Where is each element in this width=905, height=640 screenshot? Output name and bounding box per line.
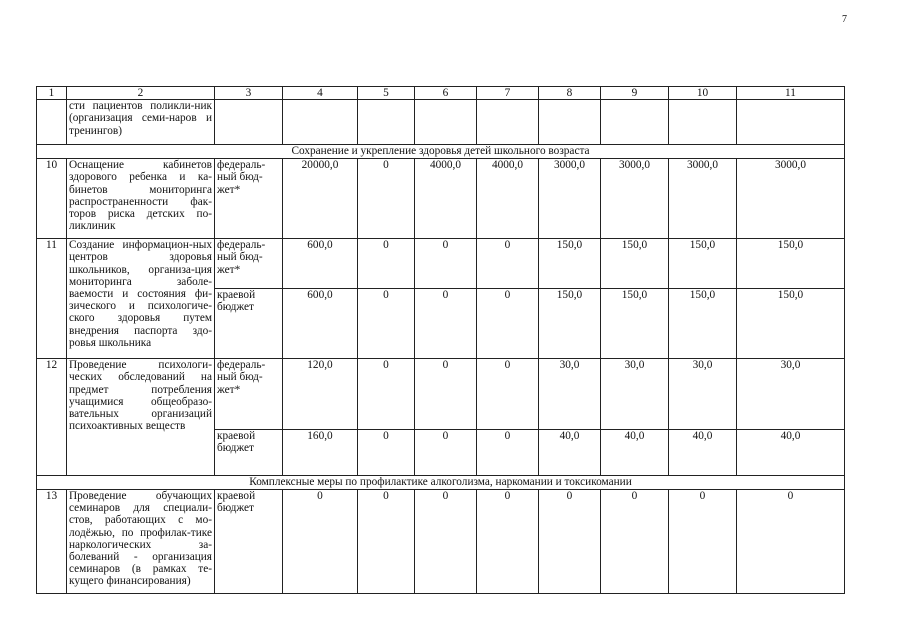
amount-total: 600,0 (283, 239, 358, 289)
section-heading-row (37, 145, 845, 159)
measure-name: Создание информацион-ных центров здоровья школьников, организа-ция мониторинга заболе-ваемости и состояния фи-зического и психологиче-ского здоровья путем внедрения паспорта здо-ровья школьника (67, 239, 215, 359)
amount-year: 3000,0 (539, 159, 601, 239)
amount-year: 0 (477, 289, 539, 359)
amount-year: 150,0 (737, 239, 845, 289)
section-heading: Комплексные меры по профилактике алкоголизма, наркомании и токсикомании (37, 476, 845, 490)
amount-year: 150,0 (601, 289, 669, 359)
column-number: 2 (67, 87, 215, 100)
amount-year: 40,0 (539, 430, 601, 476)
column-number: 9 (601, 87, 669, 100)
amount-year: 4000,0 (477, 159, 539, 239)
funding-source: федераль-ный бюд-жет* (215, 239, 283, 289)
amount-total: 20000,0 (283, 159, 358, 239)
measure-name: Оснащение кабинетов здорового ребенка и ка-бинетов мониторинга распространенности фак-торов риска детских по-ликлиник (67, 159, 215, 239)
amount-year: 0 (358, 239, 415, 289)
amount-year: 150,0 (737, 289, 845, 359)
measure-name: Проведение обучающих семинаров для специали-стов, работающих с мо-лодёжью, по профилак-тике наркологических за-болеваний - организация семинаров (в рамках те-кущего финансирования) (67, 490, 215, 594)
table-row (37, 159, 845, 239)
amount-year: 3000,0 (669, 159, 737, 239)
amount-year: 30,0 (601, 359, 669, 430)
amount-year: 30,0 (539, 359, 601, 430)
carry-over-text: сти пациентов поликли-ник (организация семи-наров и тренингов) (67, 100, 215, 145)
column-number: 4 (283, 87, 358, 100)
column-number: 8 (539, 87, 601, 100)
column-number: 10 (669, 87, 737, 100)
column-number-row (37, 87, 845, 100)
amount-year: 0 (358, 430, 415, 476)
amount-year: 4000,0 (415, 159, 477, 239)
amount-total: 160,0 (283, 430, 358, 476)
column-number: 5 (358, 87, 415, 100)
amount-year: 0 (415, 490, 477, 594)
amount-total: 600,0 (283, 289, 358, 359)
amount-year: 150,0 (539, 289, 601, 359)
column-number: 6 (415, 87, 477, 100)
amount-year: 150,0 (669, 239, 737, 289)
amount-year: 0 (415, 359, 477, 430)
amount-year: 40,0 (669, 430, 737, 476)
column-number: 3 (215, 87, 283, 100)
funding-source: краевой бюджет (215, 490, 283, 594)
table-row (37, 490, 845, 594)
funding-source: краевой бюджет (215, 289, 283, 359)
table-row (37, 359, 845, 430)
amount-year: 0 (358, 289, 415, 359)
row-number: 11 (37, 239, 67, 359)
amount-year: 0 (477, 430, 539, 476)
column-number: 7 (477, 87, 539, 100)
amount-year: 3000,0 (601, 159, 669, 239)
amount-year: 0 (477, 490, 539, 594)
amount-year: 30,0 (737, 359, 845, 430)
section-heading-row (37, 476, 845, 490)
amount-year: 0 (477, 359, 539, 430)
amount-year: 0 (477, 239, 539, 289)
amount-year: 0 (415, 239, 477, 289)
amount-year: 0 (539, 490, 601, 594)
amount-total: 120,0 (283, 359, 358, 430)
amount-year: 0 (358, 159, 415, 239)
amount-year: 40,0 (601, 430, 669, 476)
amount-year: 0 (669, 490, 737, 594)
funding-source: федераль-ный бюд-жет* (215, 359, 283, 430)
column-number: 11 (737, 87, 845, 100)
amount-year: 0 (415, 430, 477, 476)
page-number: 7 (842, 14, 847, 25)
amount-year: 150,0 (539, 239, 601, 289)
row-number: 10 (37, 159, 67, 239)
section-heading: Сохранение и укрепление здоровья детей школьного возраста (37, 145, 845, 159)
row-number: 13 (37, 490, 67, 594)
column-number: 1 (37, 87, 67, 100)
amount-year: 0 (415, 289, 477, 359)
amount-year: 40,0 (737, 430, 845, 476)
table-row (37, 239, 845, 289)
amount-year: 0 (358, 490, 415, 594)
carry-over-row (37, 100, 845, 145)
amount-year: 30,0 (669, 359, 737, 430)
amount-year: 0 (601, 490, 669, 594)
row-number: 12 (37, 359, 67, 476)
amount-year: 3000,0 (737, 159, 845, 239)
amount-total: 0 (283, 490, 358, 594)
program-budget-table (36, 86, 845, 594)
amount-year: 0 (737, 490, 845, 594)
amount-year: 150,0 (669, 289, 737, 359)
funding-source: краевой бюджет (215, 430, 283, 476)
funding-source: федераль-ный бюд-жет* (215, 159, 283, 239)
amount-year: 150,0 (601, 239, 669, 289)
amount-year: 0 (358, 359, 415, 430)
measure-name: Проведение психологи-ческих обследований на предмет потребления учащимися общеобразо-вательных организаций психоактивных веществ (67, 359, 215, 476)
